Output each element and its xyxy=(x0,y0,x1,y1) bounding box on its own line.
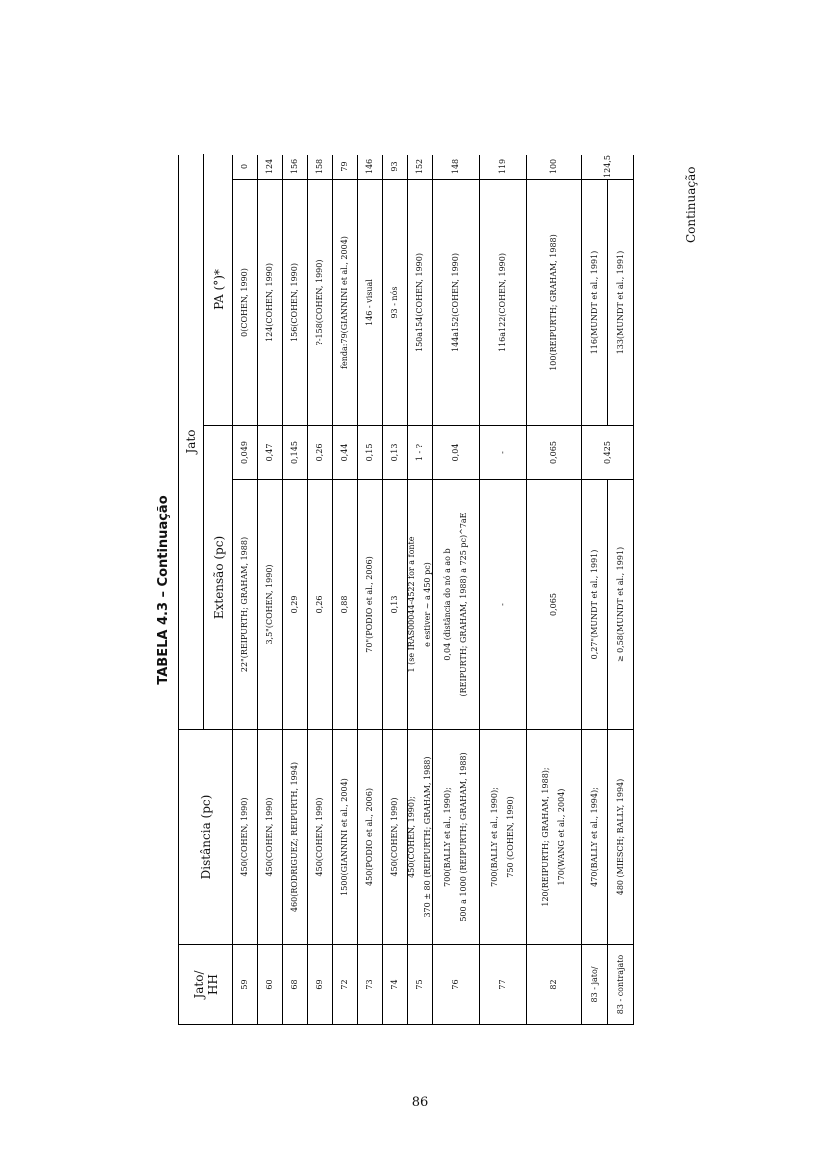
cell-text: 100(REIPURTH; GRAHAM, 1988) xyxy=(549,234,559,371)
cell-text: 0,049 xyxy=(240,441,250,464)
cell-ext-val xyxy=(233,425,257,479)
cell-text: 0,13 xyxy=(390,443,400,462)
cell-pa xyxy=(333,179,357,425)
cell-pa-val xyxy=(527,154,581,179)
cell-text: 75 xyxy=(415,979,425,990)
cell-text: 1 - ? xyxy=(415,443,425,462)
cell-text: 124,5 xyxy=(602,155,612,178)
cell-dist xyxy=(608,729,633,944)
cell-text: 68 xyxy=(290,979,300,990)
cell-ext xyxy=(283,479,307,729)
table-row xyxy=(526,155,581,1024)
cell-pa-val xyxy=(582,154,633,179)
header-jato-group: Jato xyxy=(179,154,204,729)
table-row xyxy=(479,155,526,1024)
table-body xyxy=(232,155,633,1025)
cell-text: 0,26 xyxy=(315,595,325,614)
cell-dist xyxy=(383,729,407,944)
cell-dist xyxy=(333,729,357,944)
cell-pa xyxy=(608,179,633,425)
page-number: 86 xyxy=(411,1095,429,1110)
cell-pa-val xyxy=(233,154,257,179)
rotated-table-block xyxy=(150,155,634,1025)
cell-text: 124(COHEN, 1990) xyxy=(265,263,275,342)
cell-text: - xyxy=(498,603,508,606)
cell-dist xyxy=(480,729,526,944)
cell-ext-val xyxy=(582,425,633,479)
cell-id xyxy=(358,944,382,1024)
cell-text: 116a122(COHEN, 1990) xyxy=(498,253,508,352)
cell-text: 750 (COHEN, 1990) xyxy=(506,796,515,878)
cell-id xyxy=(408,944,432,1024)
table-header xyxy=(178,155,232,1025)
cell-pa-val xyxy=(258,154,282,179)
table-row xyxy=(257,155,282,1024)
cell-ext xyxy=(480,479,526,729)
cell-ext xyxy=(308,479,332,729)
cell-text: 0,13 xyxy=(390,595,400,614)
cell-text: 450(COHEN, 1990) xyxy=(315,797,325,877)
cell-ext-val xyxy=(358,425,382,479)
cell-dist xyxy=(308,729,332,944)
cell-ext-val xyxy=(408,425,432,479)
cell-ext-val xyxy=(308,425,332,479)
cell-text: 120(REIPURTH; GRAHAM, 1988); xyxy=(541,767,551,907)
cell-ext-val xyxy=(258,425,282,479)
cell-text: 450(COHEN, 1990) xyxy=(265,797,275,877)
header-extensao: Extensão (pc) xyxy=(204,425,233,729)
cell-text: - xyxy=(498,451,508,454)
cell-dist xyxy=(408,729,432,944)
cell-text: 460(RODRIGUEZ; REIPURTH, 1994) xyxy=(290,761,300,913)
table-row xyxy=(357,155,382,1024)
cell-text: 152 xyxy=(415,158,425,175)
continuation-text: Continuação xyxy=(684,166,698,243)
cell-text: 370 ± 80 (REIPURTH; GRAHAM, 1988) xyxy=(423,756,432,918)
cell-text: e estiver ~ a 450 pc) xyxy=(423,562,432,647)
cell-text: 0,88 xyxy=(340,595,350,614)
cell-text: 146 xyxy=(365,158,375,175)
cell-ext xyxy=(333,479,357,729)
cell-text: 79 xyxy=(340,161,350,172)
cell-text: 0,26 xyxy=(315,443,325,462)
cell-text: 450(COHEN, 1990) xyxy=(240,797,250,877)
cell-id xyxy=(258,944,282,1024)
cell-text: 1 (se IRAS00044-4522 for a fonte xyxy=(407,536,417,673)
cell-dist xyxy=(582,729,607,944)
cell-text: 119 xyxy=(498,158,508,175)
cell-ext xyxy=(408,479,432,729)
cell-text: 0,27"(MUNDT et al., 1991) xyxy=(589,549,599,660)
cell-pa xyxy=(258,179,282,425)
cell-text: 0,04 (distância do nó a ao b xyxy=(443,548,453,661)
cell-text: 0(COHEN, 1990) xyxy=(240,268,250,337)
cell-text: 93 xyxy=(390,161,400,172)
cell-text: 0,15 xyxy=(365,443,375,462)
cell-ext xyxy=(527,479,581,729)
cell-id xyxy=(608,944,633,1024)
cell-text: 60 xyxy=(265,979,275,990)
cell-text: (REIPURTH; GRAHAM, 1988) a 725 pc)^7aE xyxy=(459,512,468,697)
cell-pa-val xyxy=(283,154,307,179)
cell-text: 158 xyxy=(315,158,325,175)
cell-text: 76 xyxy=(451,979,461,990)
continuation-label xyxy=(682,155,702,245)
cell-ext-val xyxy=(480,425,526,479)
cell-dist xyxy=(258,729,282,944)
cell-text: ≥ 0,58(MUNDT et al., 1991) xyxy=(615,546,625,663)
cell-pa xyxy=(283,179,307,425)
table-title: TABELA 4.3 – Continuação xyxy=(156,495,171,685)
cell-pa-val xyxy=(333,154,357,179)
cell-text: 450(PODIO et al., 2006) xyxy=(365,788,375,886)
cell-id xyxy=(480,944,526,1024)
cell-text: 0,47 xyxy=(265,443,275,462)
cell-ext xyxy=(233,479,257,729)
cell-text: fenda:79(GIANNINI et al., 2004) xyxy=(340,236,350,369)
cell-text: 700(BALLY et al., 1990); xyxy=(490,787,500,887)
cell-ext-val xyxy=(527,425,581,479)
cell-pa xyxy=(408,179,432,425)
cell-pa-val xyxy=(480,154,526,179)
cell-text: 170(WANG et al., 2004) xyxy=(557,788,566,886)
cell-pa xyxy=(308,179,332,425)
cell-id xyxy=(333,944,357,1024)
cell-ext-val xyxy=(283,425,307,479)
cell-text: 83 - jato/ xyxy=(589,966,599,1003)
cell-text: 0,065 xyxy=(549,441,559,464)
cell-text: 82 xyxy=(549,979,559,990)
cell-text: 0,425 xyxy=(602,441,612,464)
cell-text: 156(COHEN, 1990) xyxy=(290,263,300,342)
cell-dist xyxy=(433,729,479,944)
cell-text: 83 - contrajato xyxy=(615,954,625,1015)
cell-pa xyxy=(433,179,479,425)
cell-id xyxy=(233,944,257,1024)
cell-ext xyxy=(608,479,633,729)
header-jato-hh-line1: Jato/ xyxy=(192,970,206,999)
cell-text: 0,145 xyxy=(290,441,300,464)
table-row xyxy=(232,155,257,1024)
cell-text: 480 (MIESCH; BALLY, 1994) xyxy=(615,778,625,896)
cell-text: 150a154(COHEN, 1990) xyxy=(415,253,425,352)
cell-text: 0,29 xyxy=(290,595,300,614)
cell-pa xyxy=(527,179,581,425)
cell-pa-val xyxy=(308,154,332,179)
header-jato-hh xyxy=(179,944,233,1024)
cell-text: 59 xyxy=(240,979,250,990)
cell-pa-val xyxy=(358,154,382,179)
table-row xyxy=(432,155,479,1024)
cell-ext xyxy=(258,479,282,729)
cell-dist xyxy=(358,729,382,944)
cell-ext xyxy=(358,479,382,729)
cell-text: 116(MUNDT et al., 1991) xyxy=(589,250,599,355)
cell-pa xyxy=(358,179,382,425)
cell-text: 0,04 xyxy=(451,443,461,462)
cell-text: 0,065 xyxy=(549,593,559,616)
cell-pa xyxy=(383,179,407,425)
cell-text: ?-158(COHEN, 1990) xyxy=(315,259,325,346)
table-row xyxy=(282,155,307,1024)
cell-text: 500 a 1000 (REIPURTH; GRAHAM, 1988) xyxy=(459,752,468,922)
cell-text: 0 xyxy=(240,163,250,170)
cell-text: 1500(GIANNINI et al., 2004) xyxy=(340,778,350,896)
cell-text: 148 xyxy=(451,158,461,175)
cell-pa xyxy=(582,179,607,425)
cell-id xyxy=(308,944,332,1024)
cell-text: 0,44 xyxy=(340,443,350,462)
table-row xyxy=(307,155,332,1024)
cell-ext xyxy=(582,479,607,729)
header-jato-hh-line2: HH xyxy=(206,974,220,995)
table-bottom-border xyxy=(633,155,634,1025)
cell-ext xyxy=(433,479,479,729)
cell-id xyxy=(283,944,307,1024)
cell-text: 450(COHEN, 1990) xyxy=(390,797,400,877)
cell-ext-val xyxy=(383,425,407,479)
cell-id xyxy=(433,944,479,1024)
cell-text: 93 - nós xyxy=(390,286,400,319)
cell-dist xyxy=(527,729,581,944)
cell-text: 100 xyxy=(549,158,559,175)
cell-pa-val xyxy=(433,154,479,179)
cell-text: 146 - visual xyxy=(365,279,375,326)
cell-ext xyxy=(383,479,407,729)
table-row xyxy=(407,155,432,1024)
cell-text: 156 xyxy=(290,158,300,175)
cell-pa xyxy=(233,179,257,425)
cell-id xyxy=(527,944,581,1024)
header-pa: PA (°)* xyxy=(211,269,226,310)
cell-text: 72 xyxy=(340,979,350,990)
cell-pa-val xyxy=(408,154,432,179)
cell-text: 124 xyxy=(265,158,275,175)
cell-ext-val xyxy=(333,425,357,479)
header-distancia: Distância (pc) xyxy=(179,729,233,944)
cell-text: 700(BALLY et al., 1990); xyxy=(443,787,453,887)
cell-pa xyxy=(480,179,526,425)
cell-text: 22"(REIPURTH; GRAHAM, 1988) xyxy=(240,536,250,673)
cell-dist xyxy=(233,729,257,944)
cell-text: 77 xyxy=(498,979,508,990)
cell-text: 74 xyxy=(390,979,400,990)
cell-text: 450(COHEN, 1990); xyxy=(407,796,417,878)
cell-text: 470(BALLY et al., 1994); xyxy=(589,787,599,887)
cell-text: 3,5"(COHEN, 1990) xyxy=(265,564,275,645)
cell-text: 133(MUNDT et al., 1991) xyxy=(615,250,625,355)
cell-id xyxy=(582,944,607,1024)
cell-id xyxy=(383,944,407,1024)
table-row xyxy=(332,155,357,1024)
cell-dist xyxy=(283,729,307,944)
cell-text: 144a152(COHEN, 1990) xyxy=(451,253,461,352)
cell-ext-val xyxy=(433,425,479,479)
cell-text: 69 xyxy=(315,979,325,990)
cell-text: 73 xyxy=(365,979,375,990)
table-row xyxy=(581,155,612,1024)
table-row xyxy=(382,155,407,1024)
table-row xyxy=(607,155,633,1024)
cell-text: 70"(PODIO et al., 2006) xyxy=(365,556,375,653)
cell-pa-val xyxy=(383,154,407,179)
